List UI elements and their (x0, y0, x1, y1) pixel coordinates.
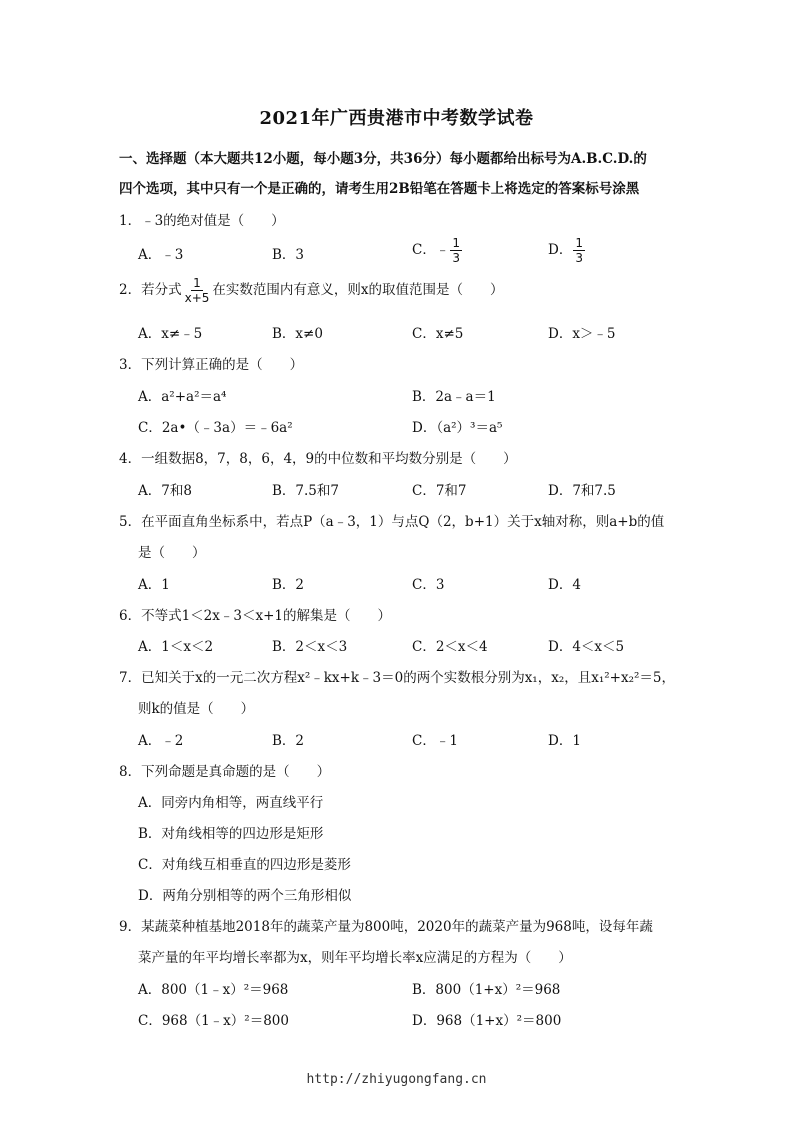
question-8-option-d: D．两角分别相等的两个三角形相似 (138, 888, 352, 904)
question-5-option-a: A．1 (138, 577, 170, 593)
fraction-denominator: 3 (575, 251, 583, 265)
question-7-stem-continued: 则k的值是（ ） (138, 701, 255, 717)
question-1-option-d (548, 236, 586, 265)
question-8-option-b: B．对角线相等的四边形是矩形 (138, 826, 324, 842)
question-2-stem-post: 在实数范围内有意义，则x的取值范围是（ ） (212, 282, 504, 298)
question-9-option-d: D．968（1+x）²＝800 (412, 1013, 562, 1029)
question-9-option-b: B．800（1+x）²＝968 (412, 982, 561, 998)
question-3-option-c: C．2a•（﹣3a）＝﹣6a² (138, 420, 293, 436)
question-7-option-c: C．﹣1 (412, 733, 458, 749)
question-3-option-a: A．a²+a²＝a⁴ (138, 389, 227, 405)
page-title: 2021年广西贵港市中考数学试卷 (259, 108, 534, 129)
question-6-option-d: D．4＜x＜5 (548, 639, 625, 655)
question-3-stem: 3．下列计算正确的是（ ） (119, 357, 304, 373)
question-2-option-d: D．x＞﹣5 (548, 326, 616, 342)
question-6-option-c: C．2＜x＜4 (412, 639, 488, 655)
question-7-option-d: D．1 (548, 733, 581, 749)
question-7-option-b: B．2 (272, 733, 305, 749)
question-1-stem: 1．﹣3的绝对值是（ ） (119, 213, 285, 229)
question-2-option-c: C．x≠5 (412, 326, 464, 342)
question-9-option-a: A．800（1﹣x）²＝968 (138, 982, 289, 998)
question-5-option-c: C．3 (412, 577, 445, 593)
question-1-option-c (412, 236, 463, 265)
question-7-option-a: A．﹣2 (138, 733, 184, 749)
question-1-option-b: B．3 (272, 247, 305, 263)
question-1-option-a: A．﹣3 (138, 247, 184, 263)
fraction (183, 276, 212, 305)
fraction-numerator: 1 (452, 236, 460, 250)
question-9-option-c: C．968（1﹣x）²＝800 (138, 1013, 289, 1029)
question-5-stem: 5．在平面直角坐标系中，若点P（a﹣3，1）与点Q（2，b+1）关于x轴对称，则a+b的值 (119, 514, 665, 530)
question-8-option-a: A．同旁内角相等，两直线平行 (138, 795, 324, 811)
fraction (573, 236, 585, 265)
question-4-option-d: D．7和7.5 (548, 483, 616, 499)
question-6-stem: 6．不等式1＜2x﹣3＜x+1的解集是（ ） (119, 608, 391, 624)
question-5-option-d: D．4 (548, 577, 581, 593)
question-4-option-b: B．7.5和7 (272, 483, 339, 499)
fraction-numerator: 1 (193, 276, 201, 290)
fraction-numerator: 1 (575, 236, 583, 250)
question-7-stem: 7．已知关于x的一元二次方程x²﹣kx+k﹣3＝0的两个实数根分别为x₁，x₂，且x₁²+x₂²＝5， (119, 670, 676, 686)
question-5-stem-continued: 是（ ） (138, 545, 206, 561)
fraction-denominator: x+5 (184, 291, 210, 305)
question-8-stem: 8．下列命题是真命题的是（ ） (119, 764, 331, 780)
question-2-option-a: A．x≠﹣5 (138, 326, 203, 342)
question-1-option-c-label: C．﹣ (412, 242, 450, 258)
fraction-denominator: 3 (452, 251, 460, 265)
question-4-stem: 4．一组数据8，7，8，6，4，9的中位数和平均数分别是（ ） (119, 451, 517, 467)
question-6-option-a: A．1＜x＜2 (138, 639, 214, 655)
question-1-option-d-label: D． (548, 242, 573, 258)
question-2-stem-pre: 2．若分式 (119, 282, 182, 298)
question-8-option-c: C．对角线互相垂直的四边形是菱形 (138, 857, 351, 873)
question-2-option-b: B．x≠0 (272, 326, 323, 342)
question-6-option-b: B．2＜x＜3 (272, 639, 348, 655)
footer-url: http://zhiyugongfang.cn (306, 1072, 487, 1087)
section-instructions-line1: 一、选择题（本大题共12小题，每小题3分，共36分）每小题都给出标号为A.B.C.D.的 (119, 151, 647, 167)
question-3-option-d: D．（a²）³＝a⁵ (412, 420, 503, 436)
question-3-option-b: B．2a﹣a＝1 (412, 389, 496, 405)
question-4-option-a: A．7和8 (138, 483, 192, 499)
question-9-stem: 9．某蔬菜种植基地2018年的蔬菜产量为800吨，2020年的蔬菜产量为968吨，设每年蔬 (119, 919, 653, 935)
question-9-stem-continued: 菜产量的年平均增长率都为x，则年平均增长率x应满足的方程为（ ） (138, 950, 572, 966)
fraction (450, 236, 462, 265)
question-5-option-b: B．2 (272, 577, 305, 593)
question-4-option-c: C．7和7 (412, 483, 467, 499)
question-2-stem (119, 276, 504, 305)
section-instructions-line2: 四个选项，其中只有一个是正确的，请考生用2B铅笔在答题卡上将选定的答案标号涂黑 (119, 181, 640, 197)
